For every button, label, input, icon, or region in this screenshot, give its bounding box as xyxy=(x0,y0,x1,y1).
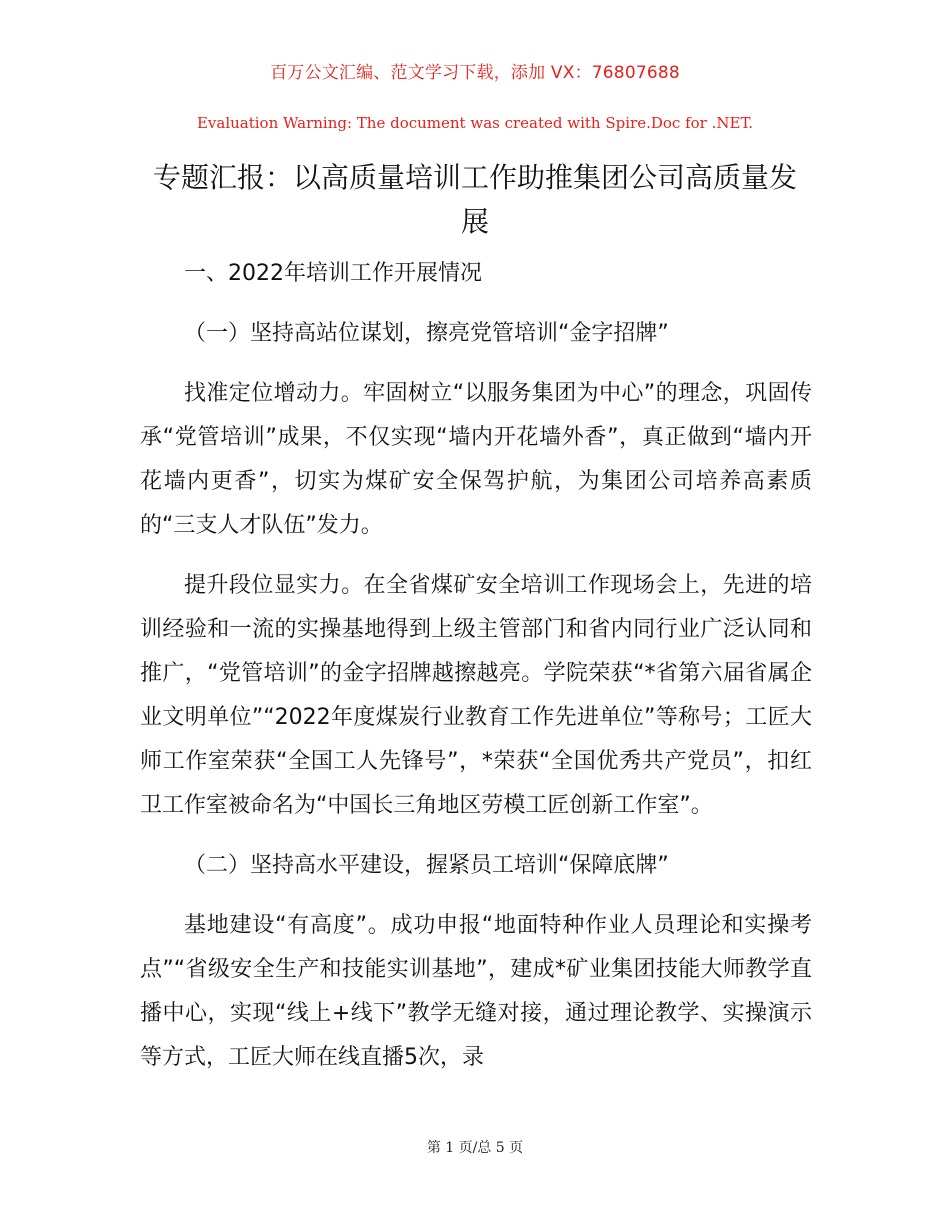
subsection-heading: （一）坚持高站位谋划，擦亮党管培训“金字招牌” xyxy=(184,321,669,346)
body-paragraph: 基地建设“有高度”。成功申报“地面特种作业人员理论和实操考点”“省级安全生产和技能实训基地”，建成*矿业集团技能大师教学直播中心，实现“线上+线下”教学无缝对接，通过理论教学、实操演示等方式，工匠大师在线直播5次，录 xyxy=(140,913,812,1070)
document-title: 专题汇报：以高质量培训工作助推集团公司高质量发展 xyxy=(152,161,797,238)
document-body xyxy=(140,252,812,1080)
evaluation-warning: Evaluation Warning: The document was created with Spire.Doc for .NET. xyxy=(196,114,754,132)
header-banner: 百万公文汇编、范文学习下载，添加 VX：76807688 xyxy=(270,63,680,83)
section-heading: 一、2022年培训工作开展情况 xyxy=(184,261,482,286)
page-number: 第 1 页/总 5 页 xyxy=(426,1140,524,1156)
subsection-heading: （二）坚持高水平建设，握紧员工培训“保障底牌” xyxy=(184,853,669,878)
body-paragraph: 提升段位显实力。在全省煤矿安全培训工作现场会上，先进的培训经验和一流的实操基地得到上级主管部门和省内同行业广泛认同和推广，“党管培训”的金字招牌越擦越亮。学院荣获“*省第六届省属企业文明单位”“2022年度煤炭行业教育工作先进单位”等称号；工匠大师工作室荣获“全国工人先锋号”，*荣获“全国优秀共产党员”，扣红卫工作室被命名为“中国长三角地区劳模工匠创新工作室”。 xyxy=(140,573,812,818)
body-paragraph: 找准定位增动力。牢固树立“以服务集团为中心”的理念，巩固传承“党管培训”成果，不仅实现“墙内开花墙外香”，真正做到“墙内开花墙内更香”，切实为煤矿安全保驾护航，为集团公司培养高素质的“三支人才队伍”发力。 xyxy=(140,381,812,538)
